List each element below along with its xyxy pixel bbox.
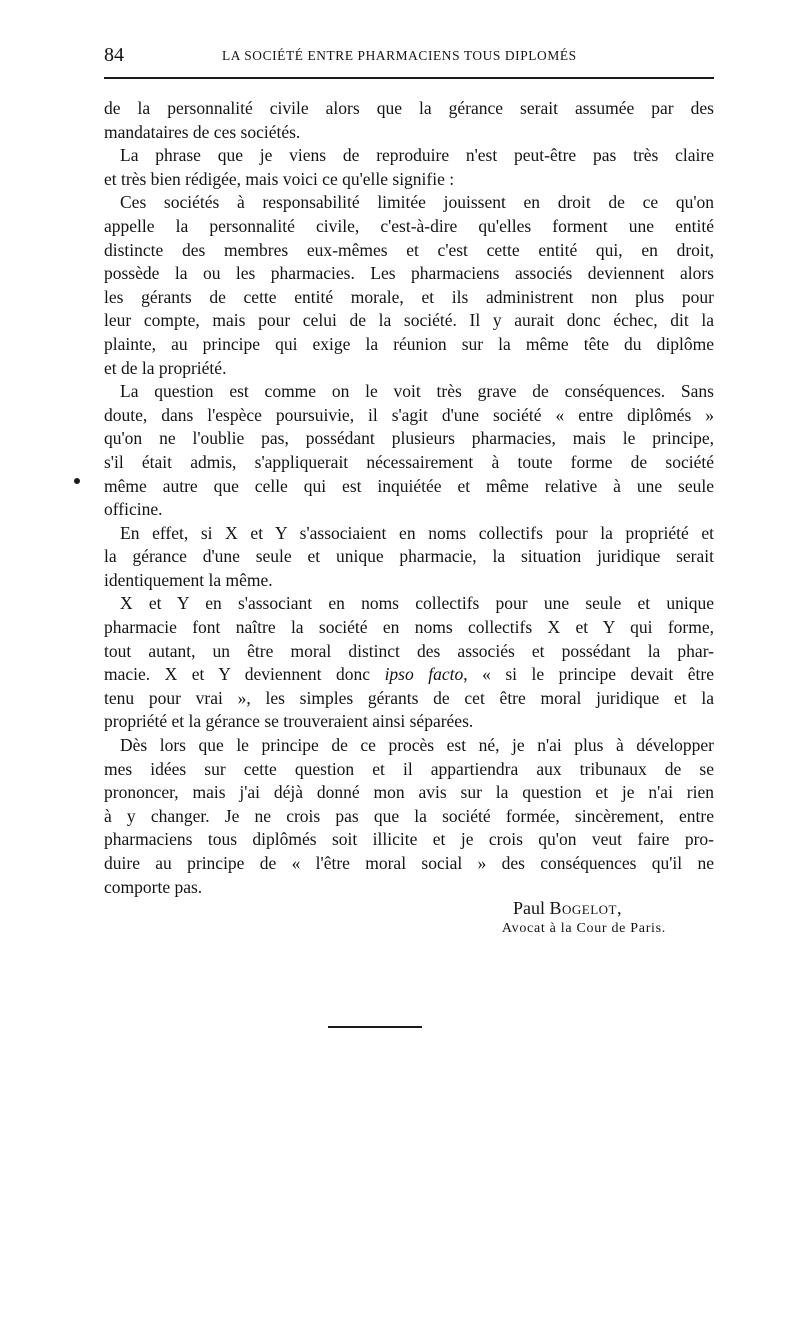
text-line: qu'on ne l'oublie pas, possédant plusieurs pharmacies, mais le principe, [104, 428, 714, 449]
text-line: plainte, au principe qui exige la réunion sur la même tête du diplôme [104, 333, 714, 354]
author-first-name: Paul [512, 898, 545, 918]
text-line: identiquement la même. [104, 569, 273, 590]
text-line: mes idées sur cette question et il appartiendra aux tribunaux de se [104, 758, 714, 779]
margin-speck [74, 478, 80, 484]
text-line: même autre que celle qui est inquiétée et même relative à une seule [104, 475, 714, 496]
text-line: et très bien rédigée, mais voici ce qu'elle signifie : [104, 168, 455, 189]
article-body [104, 97, 714, 899]
text-line: pharmacie font naître la société en noms collectifs X et Y qui forme, [104, 617, 714, 638]
text-line: tenu pour vrai », les simples gérants de cet être moral juridique et la [104, 687, 714, 708]
text-line: distincte des membres eux-mêmes et c'est cette entité qui, en droit, [104, 239, 714, 260]
text-line: les gérants de cette entité morale, et ils administrent non plus pour [104, 286, 714, 307]
author-title: Avocat à la Cour de Paris. [501, 921, 666, 936]
text-line: La question est comme on le voit très grave de conséquences. Sans [120, 381, 714, 402]
text-line: En effet, si X et Y s'associaient en noms collectifs pour la propriété et [120, 522, 714, 543]
text-line: X et Y en s'associant en noms collectifs pour une seule et unique [120, 593, 714, 614]
text-line: comporte pas. [104, 876, 203, 897]
page-number: 84 [104, 44, 124, 66]
text-line: de la personnalité civile alors que la gérance serait assumée par des [104, 98, 714, 118]
paragraph-4 [104, 380, 714, 522]
text-line: tout autant, un être moral distinct des associés et possédant la phar- [104, 640, 714, 661]
text-line: propriété et la gérance se trouveraient ainsi séparées. [104, 711, 474, 732]
text-line: Ces sociétés à responsabilité limitée jouissent en droit de ce qu'on [120, 192, 714, 213]
paragraph-7 [104, 734, 714, 899]
text-line: duire au principe de « l'être moral social » des conséquences qu'il ne [104, 853, 714, 873]
italic-phrase: ipso facto [384, 664, 464, 685]
author-name [513, 896, 622, 920]
text-line: et de la propriété. [104, 357, 227, 378]
text-line: possède la ou les pharmacies. Les pharmaciens associés deviennent alors [104, 263, 714, 284]
text-line: appelle la personnalité civile, c'est-à-dire qu'elles forment une entité [104, 215, 714, 236]
header-rule [104, 77, 714, 79]
paragraph-1 [104, 97, 714, 144]
text-line: doute, dans l'espèce poursuivie, il s'agit d'une société « entre diplômés » [104, 404, 714, 425]
running-header [104, 40, 714, 70]
text-line: leur compte, mais pour celui de la société. Il y aurait donc échec, dit la [104, 310, 714, 331]
text-line: La phrase que je viens de reproduire n'est peut-être pas très claire [120, 145, 714, 166]
text-line: la gérance d'une seule et unique pharmacie, la situation juridique serait [104, 546, 714, 567]
end-rule [328, 1026, 422, 1028]
text-line: pharmaciens tous diplômés soit illicite et je crois qu'on veut faire pro- [104, 829, 714, 850]
text-line: officine. [104, 499, 163, 520]
running-title: LA SOCIÉTÉ ENTRE PHARMACIENS TOUS DIPLOMÉS [222, 48, 577, 63]
paragraph-2 [104, 144, 714, 191]
text-segment: macie. X et Y deviennent donc [104, 664, 385, 685]
text-line-with-italic [104, 663, 714, 687]
text-line: Dès lors que le principe de ce procès est né, je n'ai plus à développer [120, 735, 714, 756]
paragraph-3 [104, 191, 714, 380]
text-line: à y changer. Je ne crois pas que la société formée, sincèrement, entre [104, 805, 714, 826]
author-surname: Bogelot, [549, 898, 622, 918]
text-line: s'il était admis, s'appliquerait nécessairement à toute forme de société [104, 451, 714, 472]
text-line: mandataires de ces sociétés. [104, 121, 301, 142]
text-line: prononcer, mais j'ai déjà donné mon avis sur la question et je n'ai rien [104, 782, 714, 803]
paragraph-6 [104, 592, 714, 734]
paragraph-5 [104, 522, 714, 593]
text-segment: , « si le principe devait être [463, 664, 714, 685]
